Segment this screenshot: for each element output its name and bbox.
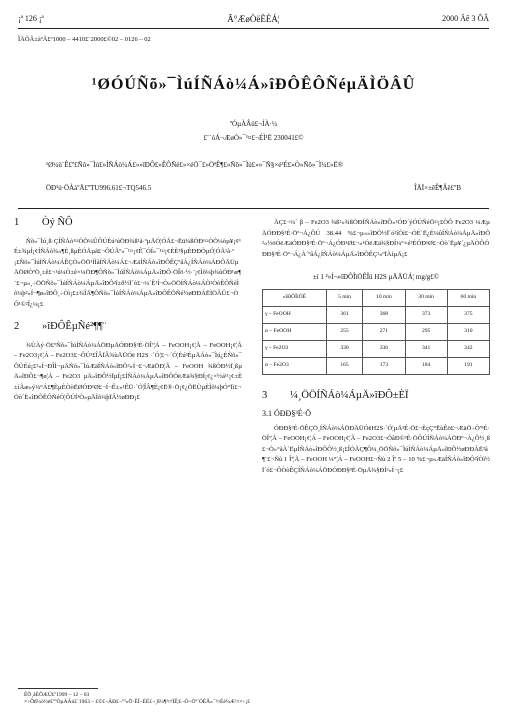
classification-line [46,183,461,194]
results-table [262,289,490,375]
table-cell: 165 [326,357,363,374]
table-header-cell: »îÐÔÎïÖÊ [263,289,327,306]
table-header-cell: 10 min [363,289,405,306]
table-cell: 255 [326,323,363,340]
section-1-text: Ñõ»¯Ìú¸ß·ÇÍÑÁò¹¤ÒÕ¼ÛÔÚÉú²úÖÐ¾ß¹ã·ºµÄÓ¦ÓÃ£¬Ëü¾ßÓÐ¹¤ÒÕ¼òµ¥¡¢³É±¾µÍ¡¢ÍÑÁò¾«¶È¸ßµÈÓÅµã£¬ÔÚÃº»¯¹¤¡¢Ê¯ÓÍ»¯¹¤¡¢ÈÈ³§µÈÐÐÒµÓ¦ÓÃ¹ã·º¡£Ñõ»¯ÌúÍÑÁò¼ÁÊÇÒ»ÖÖ¹ÌÌåÍÑÁò¼Á£¬ÆäÍÑÁò»îÐÔÊÇºâÁ¿ÍÑÁò¼ÁÐÔÄÜµÄÖØÒªÖ¸±ê£¬¹ú¼Ò±ê×¼ÖÐ¶ÔÑõ»¯ÌúÍÑÁò¼ÁµÄ»îÐÔ·ÖÎö·½·¨¡¢Ìõ¼þ¾ùÓÐ¹æ¶¨£¬µ«¸÷ÖÖÑõ»¯ÌúÍÑÁò¼ÁµÄ»îÐÔ²î±ð½Ï´ó£¬¼´Ê¹Í¬Ò»ÖÖÍÑÁò¼ÁÒ²ÒòÊÔÑéÌõ¼þ²»Í¬¶ø»îÐÔ¸÷Òì¡£±¾ÎÄ¶ÔÑõ»¯ÌúÍÑÁò¼ÁµÄ»îÐÔÊÔÑé½øÐÐÁËÌÖÂÛ£¬ÒÔ¹©²Î¿¼¡£ [14,237,242,308]
table-row [263,323,490,340]
right-column [262,218,490,476]
table-header-cell: 60 min [447,289,489,306]
table-cell: 375 [447,306,489,323]
table-cell: 173 [363,357,405,374]
subsection-3-1-text: ÓÐÐ§³É·ÖÊÇÖ¸ÍÑÁò¼ÁÖÐÄÜÓëH2S·´Ó¦µÄ³É·Ö£¬ÈçÇ°ËùÊö£¬ÆäÖ÷Òª³É·ÖÎª¦Ã – FeOOH¡¢¦Á – FeOOH¡¢¦Ã – Fe2O3£¬ÕâÐ©³É·ÖÔÚÍÑÁò¼ÁÖÐº¬Á¿Ô½¸ß£¬Ò»°ãÀ´ËµÍÑÁò»îÐÔÔ½¸ß¡£ÎÒÃÇ¶Ô¼¸ÖÖÑõ»¯ÌúÍÑÁò¼ÁµÄ»îÐÔ½øÐÐÁË²â¶¨£¬Ñù 1 Îª¦Ã – FeOOH ¼°¦Á – FeOOH£¬Ñù 2 Îª 5 – 10 %£¬µ«ÆäÍÑÁò»îÐÔ²îÒì½Ï´ó£¬ÔÒòÊÇÍÑÁò¼ÁÖÐÓÐÐ§³É·ÖµÄ¾§ÐÍ²»Í¬¡£ [262,424,490,474]
table-cell: 271 [363,323,405,340]
section-number: 3 [262,389,268,401]
authors: ºÓµÀÂú£¬ÍÀ·¼ [229,120,278,128]
affiliation: £¨´óÁ¬ÆøÓ»¯¹¤£¬ÉÌ¹Ë 230041£© [203,134,304,142]
subsection-3-1-heading: 3.1 ÓÐÐ§³É·Ö [262,409,312,418]
section-3-heading [262,391,490,402]
table-cell: 342 [447,340,489,357]
table-cell: 191 [447,357,489,374]
table-header-cell: 30 min [405,289,447,306]
table-cell: 341 [405,340,447,357]
table-cell: 336 [363,340,405,357]
section-number: 2 [14,321,20,332]
table-cell: 295 [405,323,447,340]
table-header-row [263,289,490,306]
abstract-rule [18,208,489,209]
table-caption: ±í 1 ²»Í¬»îÐÔÎïÖÊÎü H2S µÄÄÜÁ¦ mg/g£© [312,273,440,281]
document-code: ÎÄÏ×±êÊ¶Âë£ºB [414,184,461,192]
table-row [263,340,490,357]
class-number: ÖÐ¹ú·ÖÀàºÅ£ºTU996.61£¬TQ546.5 [46,184,152,192]
article-id: ÎÄÕÂ±àºÅ£º1000 – 4410£¨2000£©02 – 0126 – 02 [18,36,151,43]
table-cell: α – FeOOH [263,323,327,340]
section-title: ¼¸ÖÖÍÑÁò¼ÁµÄ»îÐÔ±ÈÏ [290,389,409,401]
table-cell: γ – Fe2O3 [263,340,327,357]
left-column [14,218,242,404]
page-number: ¡ª 126 ¡ª [18,14,44,23]
table-cell: α – Fe2O3 [263,357,327,374]
section-title: »îÐÔÊµÑé²¶¶¨ [42,321,107,332]
table-row [263,357,490,374]
continued-text: ÃÇ£¬¼´ β – Fe2O3 ¾ß²»¾ßÓÐÍÑÁò»îÐÔ»¹ÓÐ´ýÓÚÑéÖ¤¡£ÒÔ Fe2O3 ¼ÆµÄÓÐÐ§³É·Öº¬Á¿ÔÚ 38.44 %£¬µ«»îÐÔ½Ï´ó²îÒì£¬ÓÉ´Ë¿É¼ûÍÑÁò¼ÁµÄ»îÐÔ²»½öÓëÆäÓÐÐ§³É·Öº¬Á¿ÓÐ¹Ø£¬»¹ÓëÆä¾§ÐÍ¼°×é³ÉÓÐ¹Ø£¬Òò´Ëµ¥´¿µÄÒÔÓÐÐ§³É·Öº¬Á¿À´ºâÁ¿ÍÑÁò¼ÁµÄ»îÐÔÊÇ²»ºÏÀíµÄ¡£ [262,219,490,258]
table-header-cell: 5 min [326,289,363,306]
section-2-heading [14,322,242,333]
keywords: ¹Ø¼ü´Ê£º£Ñõ»¯Ìú£»ÍÑÁò¼Á£»»îÐÔ£»ÊÔÑé£»×éÖ¯£»ÖªÊ¶£»Ñõ»¯Ìú£»»¯Ñ§×é³É£»Ò»Ñõ»¯Ì¼£»Ë® [46,161,344,169]
section-1-heading [14,218,242,229]
table-cell: 361 [326,306,363,323]
running-header [18,14,489,26]
section-title: Òý ÑÔ [42,217,73,228]
table-cell: 330 [326,340,363,357]
article-title: ¹ØÓÚÑõ»¯ÌúÍÑÁò¼Á»îÐÔÊÔÑéµÄÌÖÂÛ [91,76,416,93]
table-row [263,306,490,323]
section-2-text: ¾ÙÀý·Ö£ºÑõ»¯ÌúÍÑÁò¼ÁÖÐµÄÓÐÐ§³É·ÖÎª¦Á – FeOOH¡¢¦Ã – FeOOH¡¢¦Ã – Fe2O3¡¢¦Á – Fe2O3£¬ÔÚ³£ÎÂÏÂ¾ùÄÜÓë H2S ·´Ó¦£¬·´Ó¦Éú³ÉµÄÁò»¯Ìú¿ÉÑõ»¯ÔÙÉú¡£²»Í¬ÐÎÌ¬µÄÑõ»¯ÌúÆäÍÑÁò»îÐÔ²»Í¬£¬ÆäÖÐ¦Ã – FeOOH ¾ßÓÐ½Ï¸ßµÄ»îÐÔ£¬¶ø¦Á – Fe2O3 µÄ»îÐÔ½ÏµÍ¡£ÍÑÁò¼ÁµÄ»îÐÔÓëÆä¾§ÐÍ¡¢¿×½á¹¹¡¢±È±íÃæ»ý¼°Á£¶ÈµÈÒòËØÓÐ¹Ø£¬Í¬Ê±»¹ÊÜ·´Ó¦ÎÂ¶È¡¢Ë®·Ö¡¢¿ÕËÙµÈÌõ¼þÓ°Ïì£¬Òò´Ë»îÐÔÊÔÑéÓ¦ÔÚÍ³Ò»µÄÌõ¼þÏÂ½øÐÐ¡£ [14,341,242,401]
table-cell: 184 [405,357,447,374]
table-cell: 310 [447,323,489,340]
journal-name: Ã°ÆøÒëÈÈÁ¦ [227,14,280,24]
table-cell: 373 [405,306,447,323]
footnote [24,692,250,706]
table-cell: γ – FeOOH [263,306,327,323]
header-rule [18,28,489,29]
table-cell: 368 [363,306,405,323]
section-number: 1 [14,217,20,228]
footnote-rule [18,688,98,689]
footnote-author: ×÷Õß¼ò½é£ººÓµÀÂú£¨1963 – £©£¬ÄÐ£¬°²»Õ·ÊÎ÷ÈË£¬¸ß¼¶¹¤³ÌÊ¦£¬Ö÷Òª´ÓÊÂ»¯¹¤Éè¼Æ¹¤×÷¡£ [24,699,250,705]
footnote-received: ÊÕ¸åÈÕÆÚ£º1999 – 12 – 03 [24,692,90,698]
issue-date: 2000 Äê 3 ÔÂ [442,14,489,23]
